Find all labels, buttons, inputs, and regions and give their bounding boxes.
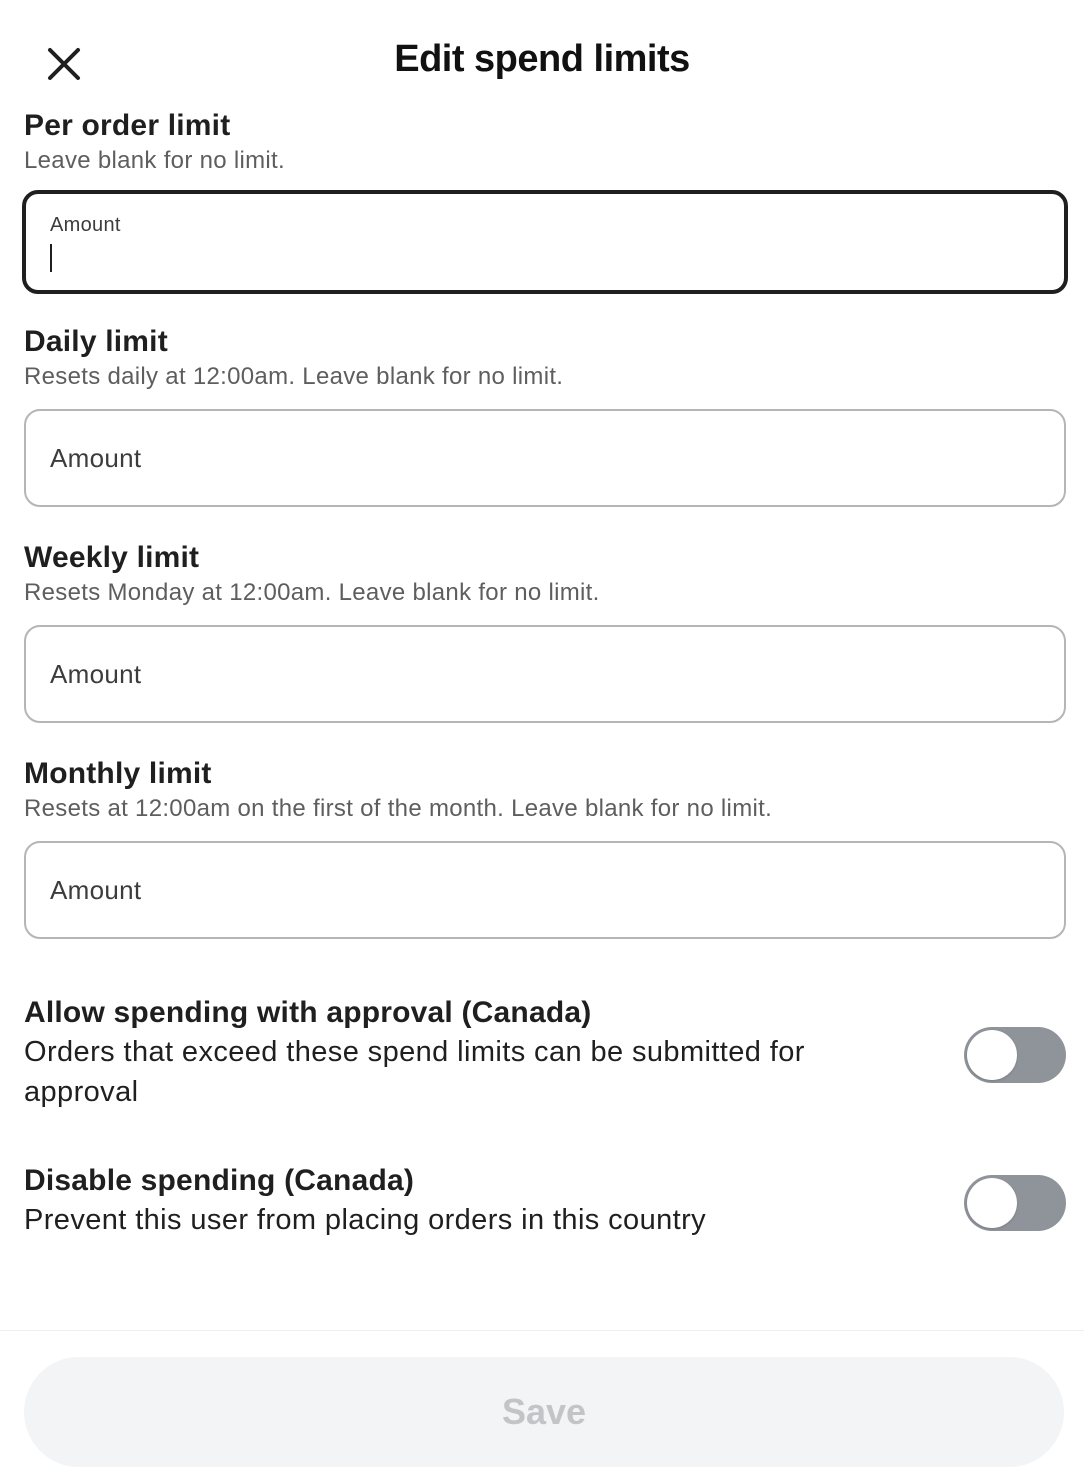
disable-toggle-row bbox=[24, 1162, 1066, 1240]
approval-text bbox=[24, 994, 904, 1112]
weekly-limit-subtitle: Resets Monday at 12:00am. Leave blank for no limit. bbox=[24, 579, 600, 606]
header bbox=[0, 0, 1084, 110]
weekly-limit-title: Weekly limit bbox=[24, 541, 200, 574]
daily-limit-section bbox=[24, 324, 1066, 394]
disable-title: Disable spending (Canada) bbox=[24, 1164, 415, 1197]
weekly-amount-input[interactable] bbox=[50, 627, 1040, 721]
disable-text bbox=[24, 1162, 904, 1240]
monthly-amount-field[interactable] bbox=[24, 841, 1066, 939]
save-button[interactable]: Save bbox=[24, 1357, 1064, 1467]
per-order-limit-title: Per order limit bbox=[24, 109, 231, 142]
monthly-amount-input[interactable] bbox=[50, 843, 1040, 937]
text-cursor bbox=[50, 244, 52, 272]
daily-limit-subtitle: Resets daily at 12:00am. Leave blank for no limit. bbox=[24, 363, 564, 390]
disable-toggle[interactable] bbox=[964, 1175, 1066, 1231]
approval-title: Allow spending with approval (Canada) bbox=[24, 996, 592, 1029]
approval-description: Orders that exceed these spend limits can be submitted for approval bbox=[24, 1036, 805, 1108]
footer bbox=[0, 1330, 1084, 1477]
daily-amount-field[interactable] bbox=[24, 409, 1066, 507]
toggle-knob bbox=[967, 1178, 1017, 1228]
weekly-amount-field[interactable] bbox=[24, 625, 1066, 723]
daily-amount-input[interactable] bbox=[50, 411, 1040, 505]
per-order-limit-section bbox=[24, 108, 1066, 236]
page-title: Edit spend limits bbox=[394, 38, 690, 80]
approval-toggle-row bbox=[24, 994, 1066, 1112]
approval-toggle[interactable] bbox=[964, 1027, 1066, 1083]
weekly-limit-section bbox=[24, 540, 1066, 610]
monthly-limit-subtitle: Resets at 12:00am on the first of the month. Leave blank for no limit. bbox=[24, 795, 773, 822]
per-order-limit-subtitle: Leave blank for no limit. bbox=[24, 147, 285, 174]
toggle-knob bbox=[967, 1030, 1017, 1080]
monthly-limit-section bbox=[24, 756, 1066, 826]
disable-description: Prevent this user from placing orders in this country bbox=[24, 1204, 707, 1236]
per-order-amount-field[interactable] bbox=[22, 190, 1068, 294]
monthly-limit-title: Monthly limit bbox=[24, 757, 212, 790]
daily-limit-title: Daily limit bbox=[24, 325, 168, 358]
per-order-amount-label: Amount bbox=[50, 214, 121, 236]
